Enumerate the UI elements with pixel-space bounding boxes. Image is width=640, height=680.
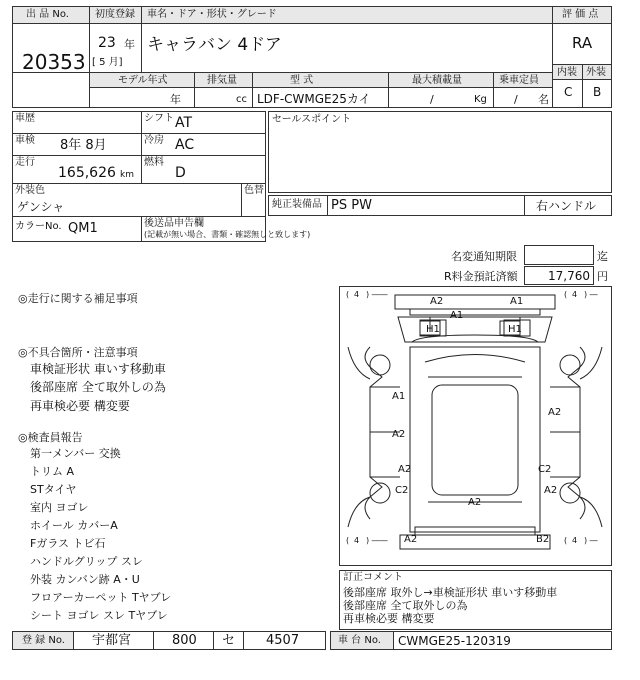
first-reg-month: [ 5 月] <box>92 57 123 68</box>
svg-text:(: ( <box>346 536 350 545</box>
damage-code: A2 <box>544 485 558 496</box>
displacement-label: 排気量 <box>207 75 237 86</box>
defect-line: 再車検必要 構変要 <box>30 399 130 413</box>
history-label: 車歴 <box>15 113 35 124</box>
inspector-line: Fガラス トビ石 <box>30 537 106 550</box>
svg-text:(: ( <box>346 290 350 299</box>
inspector-line: STタイヤ <box>30 483 77 496</box>
color-no-label: カラーNo. <box>15 221 62 232</box>
fuel-label: 燃料 <box>144 157 164 168</box>
correction-line: 後部座席 取外し→車検証形状 車いす移動車 <box>343 586 558 599</box>
sales-point-label: セールスポイント <box>272 114 352 125</box>
mileage-label: 走行 <box>15 157 35 168</box>
fuel-value: D <box>175 165 186 181</box>
inspection-label: 車検 <box>15 135 35 146</box>
damage-code: A2 <box>392 429 406 440</box>
registration-kana: セ <box>222 633 236 648</box>
capacity-value: / <box>514 93 518 106</box>
damage-code: A2 <box>548 407 562 418</box>
damage-code: A2 <box>404 534 418 545</box>
model-year-label: モデル年式 <box>118 75 168 86</box>
inspection-value: 8年 8月 <box>60 138 107 153</box>
svg-text:(: ( <box>564 290 568 299</box>
damage-code: A1 <box>392 391 406 402</box>
recycle-value: 17,760 <box>548 269 590 283</box>
damage-code: H1 <box>426 324 440 335</box>
ext-color-label: 外装色 <box>15 185 45 196</box>
docs-note: (記載が無い場合、書類・確認無しと致します) <box>144 230 311 239</box>
type-value: LDF-CWMGE25カイ <box>257 92 371 106</box>
tire-label-fl: 4 <box>354 290 360 299</box>
svg-text:) ―: ) ― <box>584 290 598 299</box>
vehicle-diagram-frame <box>339 286 612 566</box>
docs-label: 後送品申告欄 <box>144 218 204 229</box>
mileage-value: 165,626 <box>58 165 116 181</box>
capacity-label: 乗車定員 <box>499 75 539 86</box>
inspector-line: ハンドルグリップ スレ <box>30 555 143 568</box>
color-no-value: QM1 <box>68 221 98 236</box>
inspector-line: 室内 ヨゴレ <box>30 501 89 514</box>
deadline-label: 名変通知期限 <box>451 250 517 263</box>
ac-value: AC <box>175 137 195 153</box>
vehicle-damage-diagram <box>340 287 611 565</box>
damage-code: C2 <box>538 464 552 475</box>
chassis-label: 車 台 No. <box>338 635 381 646</box>
defects-header: ◎不具合箇所・注意事項 <box>18 346 138 359</box>
defect-line: 後部座席 全て取外しの為 <box>30 380 166 394</box>
model-year-unit: 年 <box>170 93 181 106</box>
car-name-label: 車名・ドア・形状・グレード <box>147 9 277 20</box>
recycle-unit: 円 <box>597 270 608 283</box>
inspector-line: フロアーカーペット Tヤブレ <box>30 591 172 604</box>
registration-class: 800 <box>172 633 197 648</box>
inspector-line: 外装 カンバン跡 A・U <box>30 573 140 586</box>
ext-color-value: ゲンシャ <box>17 200 65 214</box>
damage-code: C2 <box>395 485 409 496</box>
defect-line: 車検証形状 車いす移動車 <box>30 362 166 376</box>
overall-grade: RA <box>572 34 593 52</box>
damage-code: A1 <box>510 296 524 307</box>
deadline-unit: 迄 <box>597 250 608 263</box>
equipment-value: PS PW <box>331 198 372 213</box>
inspector-line: シート ヨゴレ スレ Tヤブレ <box>30 609 168 622</box>
max-load-value: / <box>430 93 434 106</box>
steering-value: 右ハンドル <box>536 199 597 213</box>
chassis-number: CWMGE25-120319 <box>398 634 511 648</box>
car-name: キャラバン 4ドア <box>147 35 282 55</box>
exterior-label: 外装 <box>586 67 606 78</box>
lot-label: 出 品 No. <box>26 9 69 20</box>
lot-number: 20353 <box>22 50 86 74</box>
capacity-unit: 名 <box>538 93 549 106</box>
max-load-label: 最大積載量 <box>412 75 462 86</box>
correction-label: 訂正コメント <box>343 572 403 583</box>
interior-grade: C <box>564 85 573 99</box>
svg-text:) ――: ) ―― <box>366 536 388 545</box>
damage-code: B2 <box>536 534 550 545</box>
displacement-unit: cc <box>236 94 247 105</box>
type-label: 型 式 <box>290 75 314 86</box>
shift-value: AT <box>175 115 193 131</box>
registration-number: 4507 <box>266 633 300 648</box>
damage-code: A2 <box>430 296 444 307</box>
mileage-unit: km <box>120 170 134 180</box>
max-load-unit: Kg <box>474 94 487 105</box>
interior-label: 内装 <box>557 67 577 78</box>
svg-text:) ――: ) ―― <box>366 290 388 299</box>
color-change-label: 色替 <box>244 185 264 196</box>
svg-text:(: ( <box>564 536 568 545</box>
damage-code: A2 <box>468 497 482 508</box>
tire-label-rr: 4 <box>572 536 578 545</box>
damage-code: A1 <box>450 310 464 321</box>
inspector-header: ◎検査員報告 <box>18 431 83 444</box>
correction-line: 後部座席 全て取外しの為 <box>343 599 468 612</box>
first-reg-year: 23 <box>98 35 116 51</box>
grade-label: 評 価 点 <box>562 9 599 20</box>
inspector-line: 第一メンバー 交換 <box>30 447 121 460</box>
equipment-label: 純正装備品 <box>272 199 322 210</box>
recycle-label: R料金預託済額 <box>444 270 518 283</box>
registration-area: 宇都宮 <box>92 633 132 648</box>
shift-label: シフト <box>144 113 174 124</box>
driving-notes-header: ◎走行に関する補足事項 <box>18 292 138 305</box>
inspector-line: トリム A <box>30 465 75 478</box>
inspector-line: ホイール カバーA <box>30 519 118 532</box>
svg-text:) ―: ) ― <box>584 536 598 545</box>
registration-label: 登 録 No. <box>22 635 65 646</box>
ac-label: 冷房 <box>144 135 164 146</box>
tire-label-rl: 4 <box>354 536 360 545</box>
year-unit: 年 <box>124 38 135 51</box>
damage-code: H1 <box>508 324 522 335</box>
exterior-grade: B <box>593 85 602 99</box>
first-reg-label: 初度登録 <box>95 9 135 20</box>
deadline-box <box>524 245 594 265</box>
correction-line: 再車検必要 構変要 <box>343 612 435 625</box>
tire-label-fr: 4 <box>572 290 578 299</box>
damage-code: A2 <box>398 464 412 475</box>
